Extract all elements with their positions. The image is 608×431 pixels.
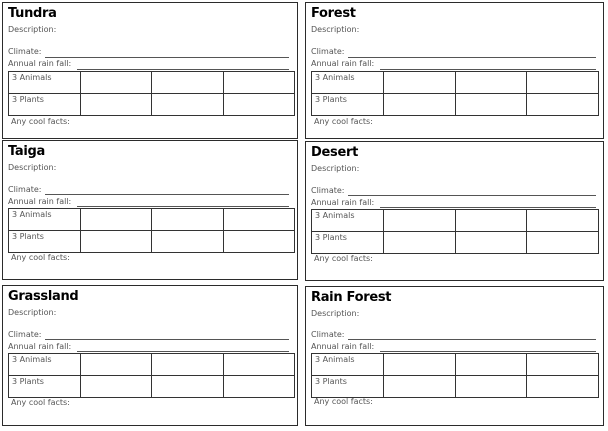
climate-label: Climate: [311, 47, 345, 56]
card-title: Tundra [8, 6, 57, 21]
animals-plants-table [8, 71, 295, 116]
rainfall-line [380, 351, 596, 352]
animal-cell-1 [383, 210, 455, 232]
plant-cell-2 [455, 94, 527, 116]
plants-row [9, 376, 295, 398]
animals-label: 3 Animals [315, 211, 355, 220]
climate-label: Climate: [8, 47, 42, 56]
animal-cell-1 [80, 72, 152, 94]
plant-cell-3 [527, 232, 599, 254]
rainfall-label: Annual rain fall: [311, 198, 375, 207]
plants-row [312, 94, 599, 116]
rainfall-label: Annual rain fall: [8, 197, 72, 206]
animals-label: 3 Animals [12, 355, 52, 364]
animals-plants-table [311, 209, 599, 254]
facts-label: Any cool facts: [11, 253, 70, 262]
animal-cell-3 [527, 354, 599, 376]
climate-line [45, 57, 289, 58]
plants-label: 3 Plants [12, 232, 44, 241]
climate-line [348, 339, 596, 340]
plant-cell-1 [80, 231, 152, 253]
climate-label: Climate: [8, 330, 42, 339]
climate-line [45, 194, 289, 195]
animals-label: 3 Animals [315, 73, 355, 82]
animals-plants-table [311, 353, 599, 398]
card-title: Rain Forest [311, 290, 392, 305]
animals-label: 3 Animals [315, 355, 355, 364]
rainfall-label: Annual rain fall: [311, 342, 375, 351]
animal-cell-2 [152, 72, 224, 94]
facts-label: Any cool facts: [11, 117, 70, 126]
plants-label: 3 Plants [12, 95, 44, 104]
animals-label-cell [9, 72, 81, 94]
animal-cell-1 [383, 72, 455, 94]
animal-cell-2 [455, 354, 527, 376]
climate-line [348, 195, 596, 196]
description-label: Description: [8, 25, 57, 34]
animals-label-cell [312, 354, 384, 376]
animals-label-cell [312, 210, 384, 232]
animals-plants-table [8, 353, 295, 398]
description-label: Description: [311, 164, 360, 173]
rainfall-line [77, 351, 289, 352]
plants-label-cell [9, 231, 81, 253]
plant-cell-2 [152, 231, 224, 253]
description-label: Description: [8, 163, 57, 172]
plants-row [312, 376, 599, 398]
biome-card-desert [305, 141, 604, 281]
animals-row [9, 209, 295, 231]
plant-cell-2 [455, 376, 527, 398]
plants-row [9, 231, 295, 253]
animals-row [9, 72, 295, 94]
description-label: Description: [311, 25, 360, 34]
animal-cell-2 [152, 209, 224, 231]
animal-cell-3 [223, 72, 295, 94]
animal-cell-3 [223, 209, 295, 231]
plants-label-cell [9, 376, 81, 398]
plant-cell-2 [152, 94, 224, 116]
climate-label: Climate: [311, 186, 345, 195]
facts-label: Any cool facts: [314, 117, 373, 126]
plant-cell-1 [80, 94, 152, 116]
animals-label: 3 Animals [12, 210, 52, 219]
plant-cell-1 [383, 94, 455, 116]
animals-label-cell [9, 354, 81, 376]
animal-cell-1 [80, 354, 152, 376]
animal-cell-2 [455, 210, 527, 232]
biome-card-taiga [2, 140, 298, 280]
animals-label: 3 Animals [12, 73, 52, 82]
animals-row [312, 72, 599, 94]
plants-label-cell [312, 232, 384, 254]
plant-cell-3 [223, 376, 295, 398]
plant-cell-3 [527, 94, 599, 116]
card-title: Desert [311, 145, 358, 160]
animal-cell-3 [527, 72, 599, 94]
animal-cell-2 [152, 354, 224, 376]
animals-plants-table [311, 71, 599, 116]
animal-cell-3 [223, 354, 295, 376]
plant-cell-1 [383, 376, 455, 398]
plants-label-cell [9, 94, 81, 116]
plant-cell-2 [455, 232, 527, 254]
rainfall-line [380, 69, 596, 70]
biome-card-forest [305, 2, 604, 139]
plant-cell-2 [152, 376, 224, 398]
animal-cell-1 [383, 354, 455, 376]
facts-label: Any cool facts: [314, 254, 373, 263]
climate-line [348, 57, 596, 58]
facts-label: Any cool facts: [11, 398, 70, 407]
climate-label: Climate: [8, 185, 42, 194]
rainfall-label: Annual rain fall: [8, 342, 72, 351]
plant-cell-3 [527, 376, 599, 398]
animal-cell-3 [527, 210, 599, 232]
plants-label: 3 Plants [12, 377, 44, 386]
rainfall-line [77, 69, 289, 70]
animals-row [312, 210, 599, 232]
facts-label: Any cool facts: [314, 397, 373, 406]
plants-label-cell [312, 376, 384, 398]
animals-plants-table [8, 208, 295, 253]
plant-cell-1 [80, 376, 152, 398]
card-title: Taiga [8, 144, 45, 159]
description-label: Description: [311, 309, 360, 318]
card-title: Grassland [8, 289, 79, 304]
plants-row [312, 232, 599, 254]
plants-row [9, 94, 295, 116]
biome-card-grassland [2, 285, 298, 426]
rainfall-label: Annual rain fall: [311, 59, 375, 68]
biome-card-tundra [2, 2, 298, 139]
animals-label-cell [9, 209, 81, 231]
rainfall-line [380, 207, 596, 208]
plants-label: 3 Plants [315, 377, 347, 386]
plants-label: 3 Plants [315, 95, 347, 104]
plants-label: 3 Plants [315, 233, 347, 242]
plant-cell-1 [383, 232, 455, 254]
biome-card-rain-forest [305, 286, 604, 426]
animals-row [9, 354, 295, 376]
animals-row [312, 354, 599, 376]
description-label: Description: [8, 308, 57, 317]
animal-cell-1 [80, 209, 152, 231]
card-title: Forest [311, 6, 356, 21]
animal-cell-2 [455, 72, 527, 94]
plant-cell-3 [223, 231, 295, 253]
rainfall-label: Annual rain fall: [8, 59, 72, 68]
plants-label-cell [312, 94, 384, 116]
rainfall-line [77, 206, 289, 207]
plant-cell-3 [223, 94, 295, 116]
animals-label-cell [312, 72, 384, 94]
climate-label: Climate: [311, 330, 345, 339]
climate-line [45, 339, 289, 340]
